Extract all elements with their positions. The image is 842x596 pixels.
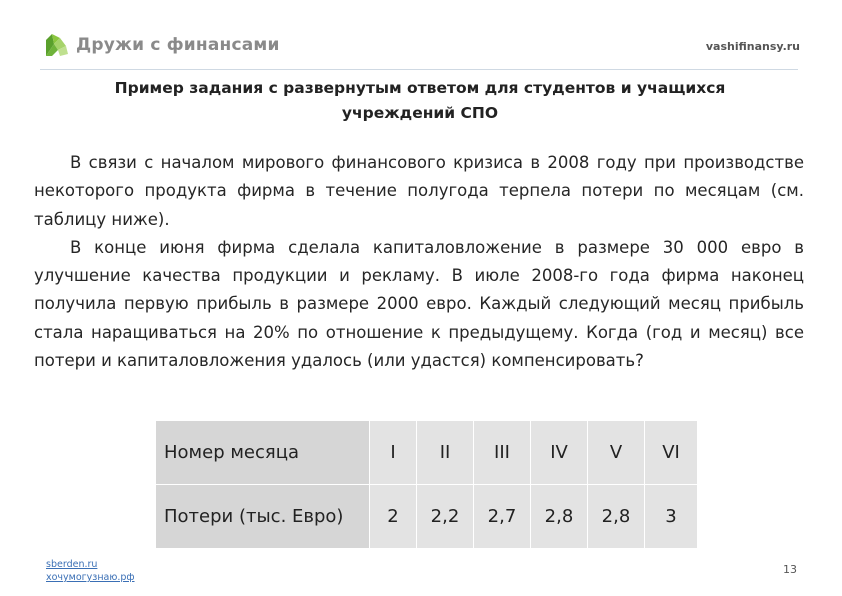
header-divider xyxy=(40,69,798,70)
footer-link-sberden[interactable]: sberden.ru xyxy=(46,559,98,570)
paragraph-2: В конце июня фирма сделала капиталовложение в размере 30 000 евро в улучшение качества продукции и рекламу. В июле 2008-го года фирма наконец получила первую прибыль в размере 2000 евро. Каждый следующий месяц прибыль стала наращиваться на 20% по отношение к предыдущему. Когда (год и месяц) все потери и капиталовложения удалось (или удастся) компенсировать? xyxy=(34,237,804,371)
table-row-months xyxy=(156,421,698,485)
paragraph-1: В связи с началом мирового финансового кризиса в 2008 году при производстве некоторого продукта фирма в течение полугода терпела потери по месяцам (см. таблицу ниже). xyxy=(34,153,804,229)
site-url[interactable]: vashifinansy.ru xyxy=(705,40,800,53)
logo-icon xyxy=(44,32,70,58)
footer-links xyxy=(46,558,135,584)
table-row-losses xyxy=(156,485,698,549)
title-line-2: учреждений СПО xyxy=(341,104,499,122)
title-line-1: Пример задания с развернутым ответом для студентов и учащихся xyxy=(114,79,726,97)
loss-cell: 2,8 xyxy=(588,485,645,549)
page-header xyxy=(40,26,800,70)
page-number: 13 xyxy=(783,563,797,576)
loss-cell: 3 xyxy=(645,485,698,549)
month-cell: III xyxy=(474,421,531,485)
month-cell: I xyxy=(370,421,417,485)
loss-cell: 2,2 xyxy=(417,485,474,549)
month-cell: II xyxy=(417,421,474,485)
losses-table xyxy=(155,420,698,549)
logo[interactable] xyxy=(44,32,280,58)
row-header-losses: Потери (тыс. Евро) xyxy=(156,485,370,549)
month-cell: IV xyxy=(531,421,588,485)
loss-cell: 2 xyxy=(370,485,417,549)
footer-link-hochumogu[interactable]: хочумогузнаю.рф xyxy=(46,572,135,583)
month-cell: V xyxy=(588,421,645,485)
month-cell: VI xyxy=(645,421,698,485)
row-header-month: Номер месяца xyxy=(156,421,370,485)
task-text xyxy=(34,149,804,375)
logo-text: Дружи с финансами xyxy=(76,35,280,55)
loss-cell: 2,7 xyxy=(474,485,531,549)
page-title xyxy=(40,76,800,126)
loss-cell: 2,8 xyxy=(531,485,588,549)
